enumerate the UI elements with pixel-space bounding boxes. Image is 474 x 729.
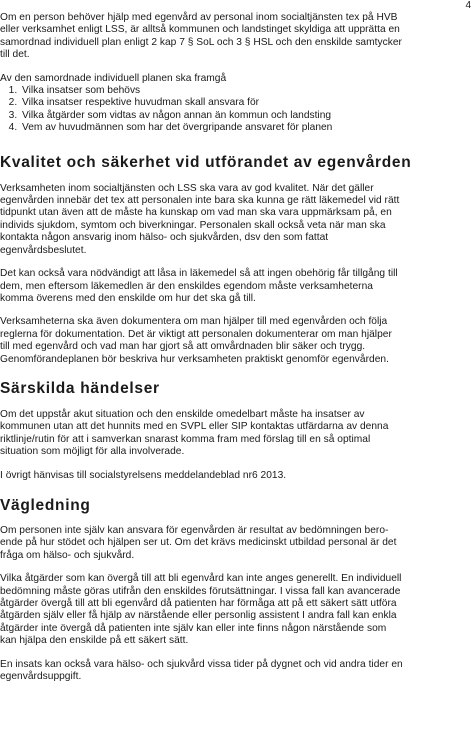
text-line: tidpunkt utan även att de måste ha kunskap om vad man ska vara uppmärksam på, en	[0, 207, 392, 219]
text-line: Verksamheten inom socialtjänsten och LSS ska vara av god kvalitet. När det gäller	[0, 182, 374, 194]
text-line: En insats kan också vara hälso- och sjukvård vissa tider på dygnet och vid andra tider en	[0, 658, 403, 670]
section-heading-kvalitet: Kvalitet och säkerhet vid utförandet av egenvården	[0, 153, 412, 171]
section-heading-vagledning: Vägledning	[0, 496, 91, 514]
text-line: Om en person behöver hjälp med egenvård av personal inom socialtjänsten tex på HVB	[0, 12, 398, 23]
section3-paragraph-2	[0, 573, 474, 647]
text-line: åtgärden själv eller få hjälp av närstående eller personlig assistent I andra fall kan enkla	[0, 610, 397, 622]
text-line: Det kan också vara nödvändigt att låsa in läkemedel så att ingen obehörig får tillgång till	[0, 268, 398, 280]
text-line: dem, men eftersom läkemedlen är den enskildes egendom måste verksamheterna	[0, 280, 373, 292]
section1-paragraph-1	[0, 183, 474, 257]
text-line: åtgärder övergå till att bli egenvård då patienten har förmåga att på ett säkert sätt utföra	[0, 598, 397, 609]
page-number: 4	[465, 0, 471, 11]
plan-list-item: 2. Vilka insatser respektive huvudman skall ansvara för	[20, 97, 474, 109]
text-line: Vilka åtgärder som kan övergå till att bli egenvård kan inte anges generellt. En individuell	[0, 573, 402, 585]
text-line: samordnad individuell plan enligt 2 kap 7 § SoL och 3 § HSL och den enskilde samtycker	[0, 36, 402, 48]
text-line: reglerna för dokumentation. Det är viktigt att personalen dokumenterar om man hjälper	[0, 328, 392, 340]
section1-paragraph-2	[0, 268, 474, 305]
text-line: kan hjälpa den enskilde på ett säkert sätt.	[0, 635, 189, 647]
text-line: situation som möjligt för alla involverade.	[0, 446, 185, 458]
text-line: egenvården innebär det tex att personalen inte bara ska kunna ge rätt läkemedel vid rätt	[0, 195, 400, 207]
text-line: Om det uppstår akut situation och den enskilde omedelbart måste ha insatser av	[0, 408, 365, 420]
text-line: individs sjukdom, symtom och biverkningar. Personalen skall också veta när man ska	[0, 219, 386, 231]
intro-paragraph	[0, 12, 474, 62]
text-line: I övrigt hänvisas till socialstyrelsens meddelandeblad nr6 2013.	[0, 469, 287, 481]
plan-list-item: 1. Vilka insatser som behövs	[20, 85, 474, 97]
text-line: Verksamheterna ska även dokumentera om man hjälper till med egenvården och följa	[0, 316, 388, 328]
text-line: till med egenvård och vad man har gjort så att omvårdnaden blir säker och trygg.	[0, 341, 366, 353]
section2-paragraph-2	[0, 470, 474, 482]
text-line: egenvårdsbeslutet.	[0, 244, 87, 256]
plan-list-item: 3. Vilka åtgärder som vidtas av någon annan än kommun och landsting	[20, 110, 474, 122]
text-line: fråga om hälso- och sjukvård.	[0, 549, 135, 561]
text-line: åtgärder inte övergå då patienten inte själv kan eller inte finns någon närstående som	[0, 622, 387, 634]
section2-paragraph-1	[0, 409, 474, 459]
text-line: bedömning måste göras utifrån den enskildes förutsättningar. I vissa fall kan avancerade	[0, 585, 401, 597]
document-body	[0, 12, 474, 683]
section1-paragraph-3	[0, 316, 474, 366]
text-line: ende på hur stödet och hjälpen ser ut. Om det krävs medicinskt utbildad personal är det	[0, 537, 397, 549]
plan-list-item: 4. Vem av huvudmännen som har det övergripande ansvaret för planen	[20, 122, 474, 134]
section-heading-sarskilda-handelser: Särskilda händelser	[0, 379, 160, 397]
text-line: riktlinje/rutin för att i samverkan snarast komma fram med förslag till en så optimal	[0, 433, 371, 445]
text-line: Genomförandeplanen bör beskriva hur verksamheten praktiskt genomför egenvården.	[0, 353, 389, 365]
text-line: kontakta någon ansvarig inom hälso- och sjukvården, dsv den som fattat	[0, 232, 329, 244]
text-line: kommunen utan att det hunnits med en SVPL eller SIP kontaktas utfärdarna av denna	[0, 421, 389, 433]
section3-paragraph-1	[0, 525, 474, 562]
text-line: eller verksamhet enligt LSS, är alltså kommunen och landstinget skyldiga att upprätta en	[0, 24, 400, 36]
text-line: egenvårdsuppgift.	[0, 671, 82, 683]
section3-paragraph-3	[0, 659, 474, 684]
plan-list	[0, 85, 474, 135]
plan-intro: Av den samordnade individuell planen ska framgå	[0, 72, 227, 84]
text-line: komma överens med den enskilde om hur det ska gå till.	[0, 292, 256, 304]
text-line: Om personen inte själv kan ansvara för egenvården är resultat av bedömningen bero-	[0, 524, 389, 536]
text-line: till det.	[0, 49, 30, 61]
